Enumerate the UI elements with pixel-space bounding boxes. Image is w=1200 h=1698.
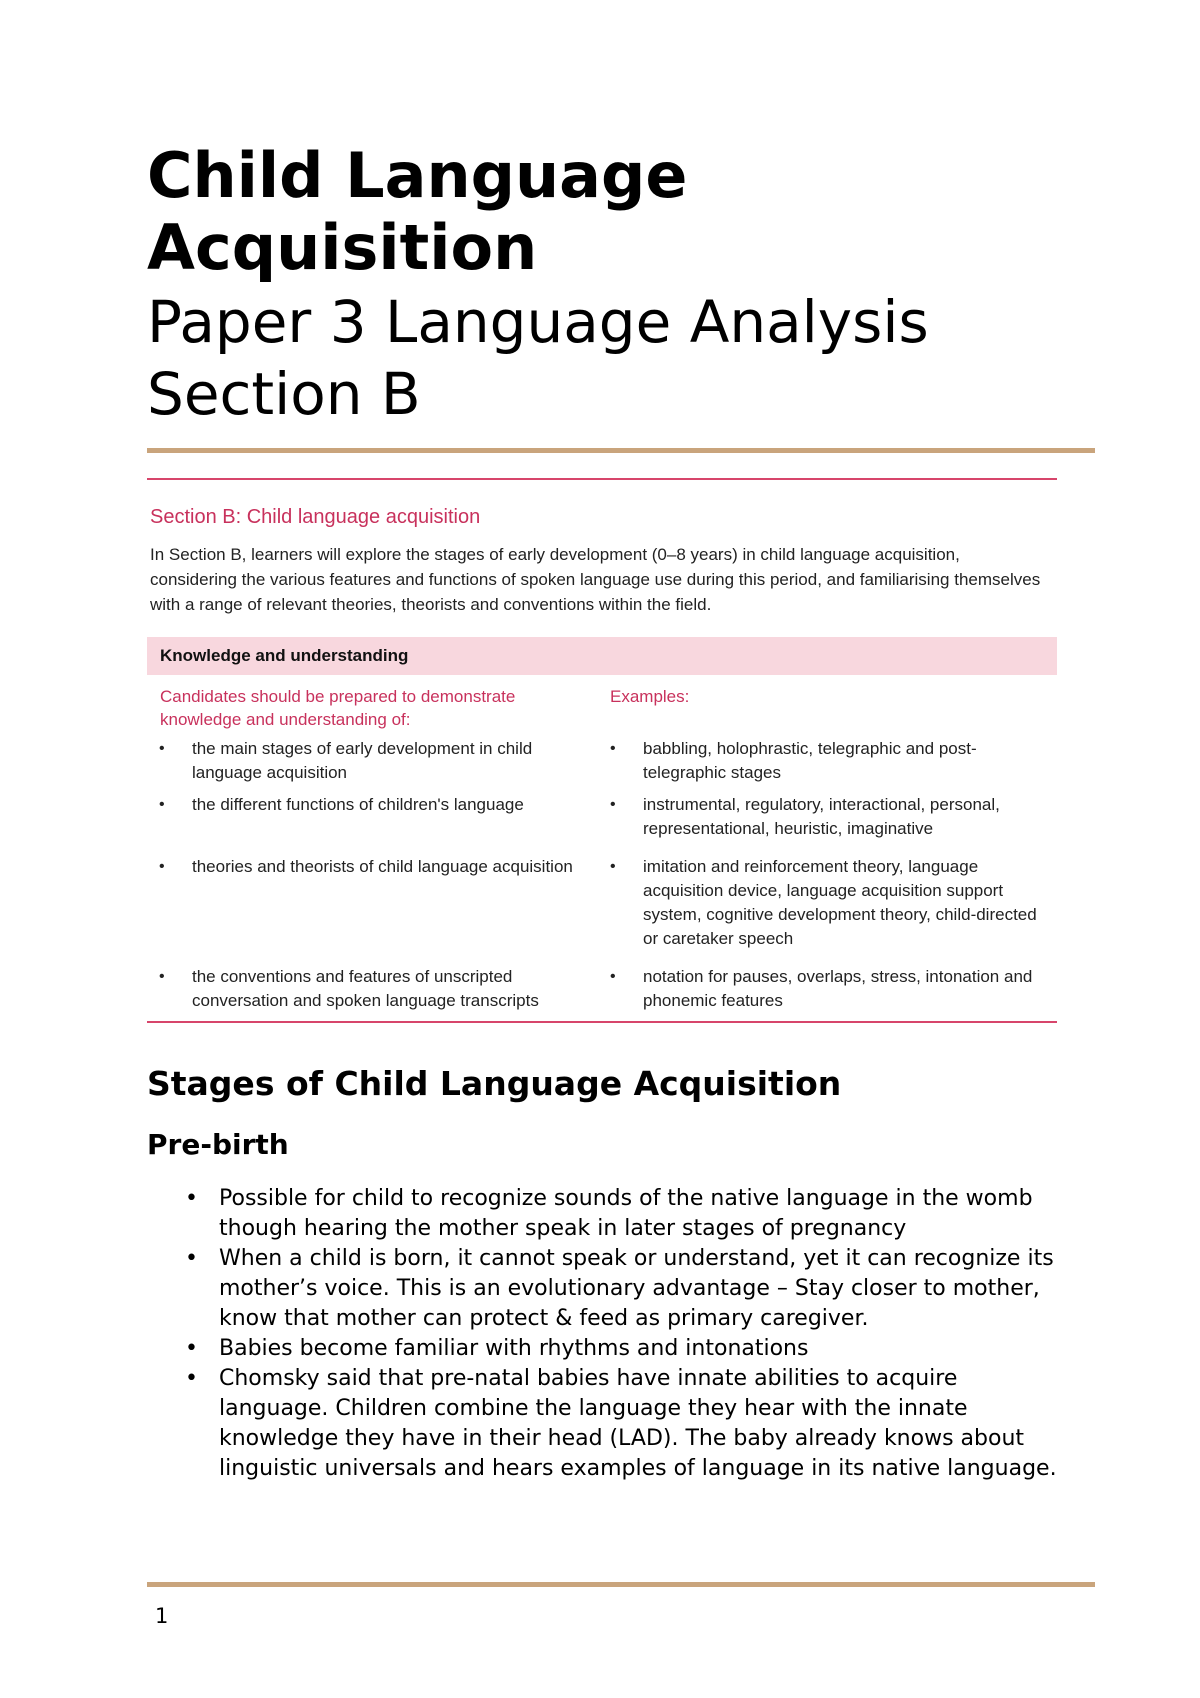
spec-row-left: • the different functions of children's language (159, 795, 524, 814)
header-divider (147, 448, 1095, 453)
right-column-heading: Examples: (610, 687, 690, 706)
bullet-icon: • (185, 1246, 198, 1271)
bullet-icon: • (185, 1186, 198, 1211)
list-item: • When a child is born, it cannot speak or understand, yet it can recognize its mother’s voice. This is an evolutionary advantage – Stay closer to mother, know that mother can protect & feed as primary caregiver. (185, 1246, 1054, 1331)
list-item: • Chomsky said that pre-natal babies have innate abilities to acquire language. Children combine the language they hear with the innate knowledge they have in their head (LAD). The baby already knows about linguistic universals and hears examples of language in its native language. (185, 1366, 1057, 1481)
spec-row-right: • notation for pauses, overlaps, stress, intonation and phonemic features (610, 967, 1033, 1010)
page-number: 1 (155, 1604, 169, 1628)
bullet-icon: • (185, 1336, 198, 1361)
subtitle-line-2: Section B (147, 360, 421, 428)
knowledge-bar: Knowledge and understanding (147, 637, 1057, 675)
spec-bottom-line (147, 1021, 1057, 1023)
subsection-heading: Pre-birth (147, 1128, 289, 1161)
list-item: • Possible for child to recognize sounds of the native language in the womb though hearing the mother speak in later stages of pregnancy (185, 1186, 1033, 1241)
document-subtitle (147, 286, 929, 430)
spec-heading: Section B: Child language acquisition (150, 506, 481, 528)
specification-excerpt (147, 478, 1057, 1023)
spec-table (147, 675, 1057, 1015)
document-title (147, 140, 687, 284)
spec-intro: In Section B, learners will explore the stages of early development (0–8 years) in child language acquisition, considering the various features and functions of spoken language use during this period, and familiarising themselves with a range of relevant theories, theorists and conventions within the field. (150, 545, 1041, 614)
bullet-icon: • (185, 1366, 198, 1391)
section-heading: Stages of Child Language Acquisition (147, 1064, 842, 1103)
spec-row-right: • instrumental, regulatory, interactional, personal, representational, heuristic, imaginative (610, 795, 1000, 838)
left-column-heading: Candidates should be prepared to demonstrate knowledge and understanding of: (160, 687, 516, 729)
spec-row-left: • the main stages of early development in child language acquisition (159, 739, 533, 782)
title-line-2: Acquisition (147, 211, 538, 284)
subtitle-line-1: Paper 3 Language Analysis (147, 288, 929, 356)
spec-row-left: • theories and theorists of child language acquisition (159, 857, 573, 876)
footer-divider (147, 1582, 1095, 1587)
notes-list (147, 1184, 1067, 1484)
list-item: • Babies become familiar with rhythms and intonations (147, 1334, 1067, 1364)
title-line-1: Child Language (147, 139, 688, 212)
spec-row-right: • babbling, holophrastic, telegraphic and post-telegraphic stages (610, 739, 977, 782)
spec-row-left: • the conventions and features of unscripted conversation and spoken language transcripts (159, 967, 539, 1010)
spec-top-line (147, 478, 1057, 480)
spec-row-right: • imitation and reinforcement theory, language acquisition device, language acquisition support system, cognitive development theory, child-directed or caretaker speech (610, 857, 1037, 948)
